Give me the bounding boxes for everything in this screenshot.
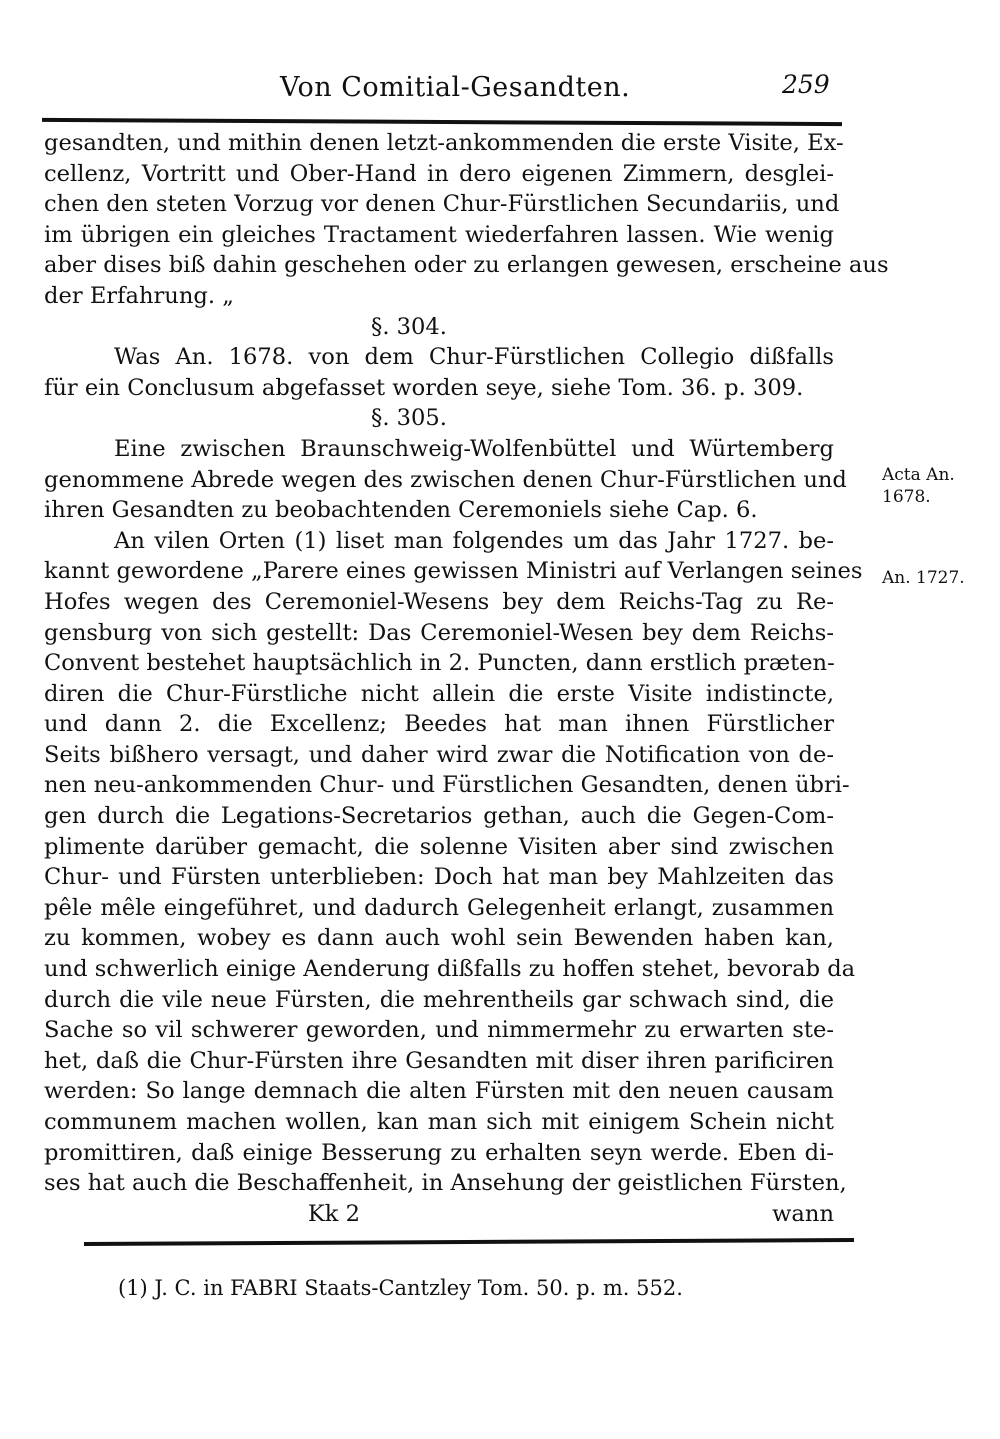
text-line: communem machen wollen, kan man sich mit einigem Schein nicht (44, 1109, 834, 1135)
text-line: im übrigen ein gleiches Tractament wiederfahren lassen. Wie wenig (44, 221, 834, 248)
footnote: (1) J. C. in FABRI Staats-Cantzley Tom. 50. p. m. 552. (118, 1276, 683, 1300)
header-rule (42, 118, 842, 126)
text-line: gensburg von sich gestellt: Das Ceremoniel-Wesen bey dem Reichs- (44, 619, 834, 646)
footnote-rule (84, 1238, 854, 1246)
text-line: werden: So lange demnach die alten Fürsten mit den neuen causam (44, 1078, 834, 1105)
text-line: aber dises biß dahin geschehen oder zu erlangen gewesen, erscheine aus (44, 252, 889, 279)
text-line: Convent bestehet hauptsächlich in 2. Puncten, dann erstlich præten- (44, 650, 835, 677)
text-line: und dann 2. die Excellenz; Beedes hat man ihnen Fürstlicher (44, 711, 834, 738)
section-heading-304: §. 304. (371, 313, 447, 340)
text-line: gen durch die Legations-Secretarios gethan, auch die Gegen-Com- (44, 803, 834, 830)
margin-note-1727: An. 1727. (882, 568, 965, 588)
text-line: durch die vile neue Fürsten, die mehrentheils gar schwach sind, die (44, 986, 834, 1013)
text-line: chen den steten Vorzug vor denen Chur-Fürstlichen Secundariis, und (44, 191, 840, 218)
text-line: ihren Gesandten zu beobachtenden Ceremoniels siehe Cap. 6. (44, 497, 758, 524)
text-line: gesandten, und mithin denen letzt-ankommenden die erste Visite, Ex- (44, 130, 844, 156)
text-line: ses hat auch die Beschaffenheit, in Ansehung der geistlichen Fürsten, (44, 1170, 847, 1197)
text-line: pêle mêle eingeführet, und dadurch Gelegenheit erlangt, zusammen (44, 894, 834, 921)
text-line: nen neu-ankommenden Chur- und Fürstlichen Gesandten, denen übri- (44, 772, 850, 799)
text-line: Seits bißhero versagt, und daher wird zwar die Notification von de- (44, 741, 834, 768)
text-line: Chur- und Fürsten unterblieben: Doch hat man bey Mahlzeiten das (44, 864, 834, 891)
text-line: Hofes wegen des Ceremoniel-Wesens bey dem Reichs-Tag zu Re- (44, 588, 834, 615)
text-line: zu kommen, wobey es dann auch wohl sein Bewenden haben kan, (44, 925, 834, 952)
text-line: genommene Abrede wegen des zwischen denen Chur-Fürstlichen und (44, 466, 847, 493)
text-line: plimente darüber gemacht, die solenne Visiten aber sind zwischen (44, 833, 834, 860)
signature-line (44, 1199, 834, 1230)
page-number: 259 (782, 70, 830, 99)
text-line: cellenz, Vortritt und Ober-Hand in dero eigenen Zimmern, desglei- (44, 160, 834, 187)
signature-mark: Kk 2 (307, 1200, 361, 1227)
text-line: kannt gewordene „Parere eines gewissen Ministri auf Verlangen seines (44, 558, 863, 585)
text-line: Was An. 1678. von dem Chur-Fürstlichen Collegio dißfalls (114, 344, 834, 371)
margin-note-1678: Acta An. 1678. (882, 465, 955, 507)
running-head: Von Comitial-Gesandten. (280, 72, 631, 103)
text-line: für ein Conclusum abgefasset worden seye, siehe Tom. 36. p. 309. (44, 374, 804, 401)
text-line: diren die Chur-Fürstliche nicht allein die erste Visite indistincte, (44, 680, 834, 707)
text-line: Eine zwischen Braunschweig-Wolfenbüttel und Würtemberg (114, 435, 834, 462)
text-line: het, daß die Chur-Fürsten ihre Gesandten mit diser ihren parificiren (44, 1047, 834, 1074)
text-line: der Erfahrung. „ (44, 282, 234, 309)
text-line: promittiren, daß einige Besserung zu erhalten seyn werde. Eben di- (44, 1139, 834, 1166)
section-heading-305: §. 305. (371, 405, 447, 432)
catchword: wann (772, 1200, 834, 1227)
text-line: An vilen Orten (1) liset man folgendes um das Jahr 1727. be- (114, 527, 834, 554)
main-text (44, 128, 965, 1229)
text-line: Sache so vil schwerer geworden, und nimmermehr zu erwarten ste- (44, 1017, 834, 1044)
page-header (40, 70, 840, 110)
text-line: und schwerlich einige Aenderung dißfalls zu hoffen stehet, bevorab da (44, 956, 856, 983)
